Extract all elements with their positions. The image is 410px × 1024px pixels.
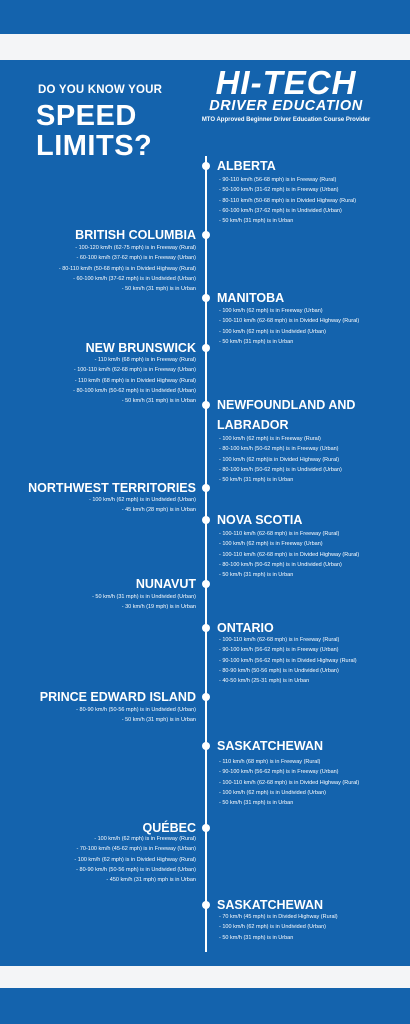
speed-item: - 50 km/h (31 mph) is in Urban xyxy=(219,338,294,345)
bottom-divider xyxy=(0,966,410,988)
speed-list xyxy=(219,306,359,347)
province-title: QUÉBEC xyxy=(142,821,196,835)
speed-item: - 60-100 km/h (37-62 mph) is in Undivided (Urban) xyxy=(219,207,342,214)
speed-item: - 100 km/h (62 mph) is in Freeway (Urban) xyxy=(219,541,323,548)
province-title: SASKATCHEWAN xyxy=(217,739,324,753)
speed-item: - 100-110 km/h (62-68 mph) is in Freeway (Rural) xyxy=(219,531,340,537)
province-title: NEW BRUNSWICK xyxy=(85,341,196,355)
speed-list xyxy=(74,834,196,885)
speed-item: - 90-100 km/h (56-62 mph) is in Freeway (Urban) xyxy=(219,647,339,654)
headline-line-1: SPEED xyxy=(36,100,137,132)
speed-item: - 30 km/h (19 mph) is in Urban xyxy=(121,604,196,611)
speed-list xyxy=(76,705,196,726)
province-title: BRITISH COLUMBIA xyxy=(75,228,196,242)
province-title: NUNAVUT xyxy=(135,577,196,591)
speed-item: - 40-50 km/h (25-31 mph) is in Urban xyxy=(219,678,310,685)
province-title: ALBERTA xyxy=(217,159,276,173)
speed-item: - 80-100 km/h (50-62 mph) is in Undivided (Urban) xyxy=(219,466,342,473)
speed-item: - 50 km/h (31 mph) is in Urban xyxy=(121,286,196,293)
speed-item: - 45 km/h (28 mph) is in Urban xyxy=(121,507,196,514)
speed-item: - 110 km/h (68 mph) is in Freeway (Rural) xyxy=(219,759,321,765)
province-title: NEWFOUNDLAND AND LABRADOR xyxy=(217,398,356,432)
speed-list xyxy=(89,495,196,516)
speed-item: - 90-110 km/h (56-68 mph) is in Freeway (Rural) xyxy=(219,177,337,183)
timeline-dot xyxy=(202,516,210,524)
speed-item: - 100-110 km/h (62-68 mph) is in Divided Highway (Rural) xyxy=(219,318,360,325)
speed-item: - 100-110 km/h (62-68 mph) is in Divided Highway (Rural) xyxy=(219,551,360,558)
speed-item: - 50 km/h (31 mph) is in Undivided (Urban) xyxy=(92,594,196,600)
speed-list xyxy=(92,592,196,613)
province-title: ONTARIO xyxy=(217,621,274,635)
speed-item: - 100 km/h (62 mph) is in Undivided (Urban) xyxy=(219,924,326,931)
speed-item: - 60-100 km/h (37-62 mph) is in Undivided (Urban) xyxy=(73,275,196,282)
timeline-dot xyxy=(202,344,210,352)
speed-item: - 50-100 km/h (31-62 mph) is in Freeway (Urban) xyxy=(219,187,339,194)
speed-item: - 100 km/h (62 mph) is in Undivided (Urban) xyxy=(89,497,196,503)
province-title: NOVA SCOTIA xyxy=(217,513,303,527)
speed-list xyxy=(219,175,356,226)
timeline-dot xyxy=(202,231,210,239)
timeline-dot xyxy=(202,624,210,632)
speed-item: - 100 km/h (62 mph) is in Freeway (Rural) xyxy=(94,836,196,842)
speed-item: - 70-100 km/h (45-62 mph) is in Freeway (Urban) xyxy=(76,846,196,853)
timeline-dot xyxy=(202,401,210,409)
speed-item: - 80-90 km/h (50-56 mph) is in Undivided (Urban) xyxy=(219,667,339,674)
timeline-dot xyxy=(202,693,210,701)
speed-item: - 80-100 km/h (50-62 mph) is in Undivided (Urban) xyxy=(73,387,196,394)
speed-item: - 50 km/h (31 mph) is in Urban xyxy=(219,800,294,807)
headline-kicker: DO YOU KNOW YOUR xyxy=(38,84,163,96)
speed-item: - 100 km/h (62 mph) is in Freeway (Urban) xyxy=(219,308,323,314)
top-divider xyxy=(0,34,410,60)
speed-item: - 80-110 km/h (50-68 mph) is in Divided Highway (Rural) xyxy=(58,265,196,272)
timeline-dot xyxy=(202,901,210,909)
timeline-dot xyxy=(202,162,210,170)
speed-item: - 90-100 km/h (56-62 mph) is in Freeway (Urban) xyxy=(219,769,339,776)
speed-list xyxy=(219,912,338,943)
speed-item: - 100 km/h (62 mph)is in Divided Highway (Rural) xyxy=(219,456,340,463)
province-title: SASKATCHEWAN xyxy=(217,898,324,912)
timeline-dot xyxy=(202,580,210,588)
speed-item: - 80-100 km/h (50-62 mph) is in Undivided (Urban) xyxy=(219,561,342,568)
timeline-dot xyxy=(202,824,210,832)
speed-list xyxy=(219,529,359,580)
speed-item: - 100-110 km/h (62-68 mph) is in Freeway (Rural) xyxy=(219,637,340,643)
speed-item: - 450 km/h (31 mph) mph is in Urban xyxy=(106,877,196,884)
top-band xyxy=(0,0,410,34)
logo-tagline: MTO Approved Beginner Driver Education Course Provider xyxy=(201,117,371,123)
speed-list xyxy=(59,243,196,294)
speed-item: - 80-110 km/h (50-68 mph) is in Divided Highway (Rural) xyxy=(219,197,357,204)
speed-list xyxy=(219,757,359,808)
province-title: PRINCE EDWARD ISLAND xyxy=(39,690,196,704)
province-title: MANITOBA xyxy=(217,291,285,305)
timeline-line xyxy=(205,156,207,952)
speed-item: - 100-110 km/h (62-68 mph) is in Freeway (Urban) xyxy=(73,367,196,374)
speed-item: - 110 km/h (68 mph) is in Divided Highway (Rural) xyxy=(74,377,196,384)
speed-item: - 70 km/h (45 mph) is in Divided Highway (Rural) xyxy=(219,914,338,920)
speed-item: - 50 km/h (31 mph) is in Urban xyxy=(219,218,294,225)
speed-item: - 100 km/h (62 mph) is in Undivided (Urban) xyxy=(219,328,326,335)
speed-item: - 100 km/h (62 mph) is in Divided Highway (Rural) xyxy=(74,856,196,863)
speed-item: - 80-90 km/h (50-56 mph) is in Undivided (Urban) xyxy=(76,866,196,873)
speed-item: - 80-90 km/h (50-56 mph) is in Undivided (Urban) xyxy=(76,707,196,713)
logo-wordmark: HI-TECH xyxy=(215,64,357,101)
timeline-dot xyxy=(202,294,210,302)
timeline-dot xyxy=(202,484,210,492)
speed-list xyxy=(219,434,342,485)
speed-item: - 50 km/h (31 mph) is in Urban xyxy=(219,572,294,579)
speed-item: - 100-120 km/h (62-75 mph) is in Freeway (Rural) xyxy=(75,245,196,251)
timeline-dot xyxy=(202,742,210,750)
speed-list xyxy=(219,635,357,686)
speed-item: - 100-110 km/h (62-68 mph) is in Divided Highway (Rural) xyxy=(219,779,360,786)
speed-item: - 50 km/h (31 mph) is in Urban xyxy=(219,934,294,941)
speed-item: - 50 km/h (31 mph) is in Urban xyxy=(121,717,196,724)
province-title: NORTHWEST TERRITORIES xyxy=(28,481,196,495)
speed-list xyxy=(73,355,196,406)
speed-item: - 50 km/h (31 mph) is in Urban xyxy=(219,477,294,484)
speed-item: - 60-100 km/h (37-62 mph) is in Freeway (Urban) xyxy=(76,255,196,262)
speed-item: - 90-100 km/h (56-62 mph) is in Divided Highway (Rural) xyxy=(219,657,357,664)
bottom-band xyxy=(0,988,410,1024)
speed-item: - 100 km/h (62 mph) is in Freeway (Rural) xyxy=(219,436,321,442)
logo-subtitle: DRIVER EDUCATION xyxy=(209,98,363,114)
speed-item: - 80-100 km/h (50-62 mph) is in Freeway (Urban) xyxy=(219,446,339,453)
speed-item: - 100 km/h (62 mph) is in Undivided (Urban) xyxy=(219,789,326,796)
headline-line-2: LIMITS? xyxy=(36,130,153,162)
speed-item: - 50 km/h (31 mph) is in Urban xyxy=(121,398,196,405)
speed-item: - 110 km/h (68 mph) is in Freeway (Rural) xyxy=(94,357,196,363)
